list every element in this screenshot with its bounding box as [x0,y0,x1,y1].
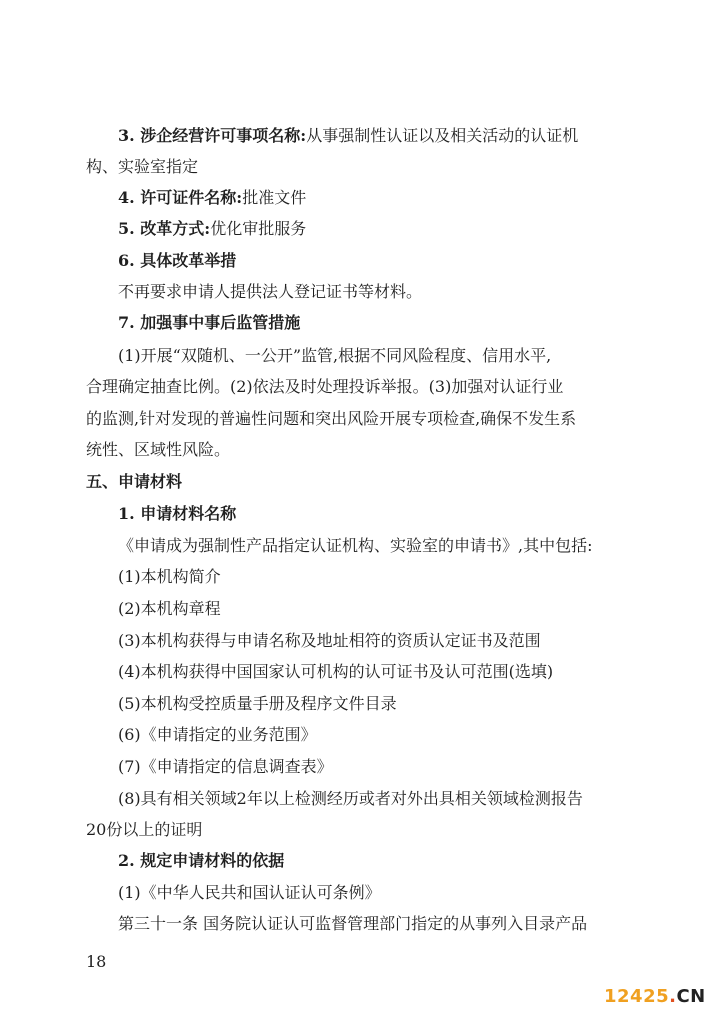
paragraph-certificate-name [118,188,616,208]
permit-item-name-label: 3. 涉企经营许可事项名称: [118,126,307,145]
heading-reform-measures: 6. 具体改革举措 [118,251,237,270]
reform-method-text: 优化审批服务 [210,219,307,238]
permit-item-name-continued: 构、实验室指定 [86,157,199,176]
heading-supervision-measures: 7. 加强事中事后监管措施 [118,313,301,332]
material-item-4: (4)本机构获得中国国家认可机构的认可证书及认可范围(选填) [118,662,554,681]
reform-method-label: 5. 改革方式: [118,219,211,238]
page-number: 18 [86,952,107,971]
material-item-7: (7)《申请指定的信息调查表》 [118,757,333,776]
paragraph-reform-method [118,219,616,239]
section-heading-application-materials: 五、申请材料 [86,472,183,491]
material-item-8-line-2: 20份以上的证明 [86,820,203,839]
certificate-name-text: 批准文件 [242,188,307,207]
material-item-2: (2)本机构章程 [118,599,221,618]
material-item-8-line-1: (8)具有相关领域2年以上检测经历或者对外出具相关领域检测报告 [118,789,583,808]
watermark-domain: CN [676,986,706,1007]
permit-item-name-text: 从事强制性认证以及相关活动的认证机 [306,126,579,145]
material-item-6: (6)《申请指定的业务范围》 [118,725,317,744]
supervision-text-line-2: 合理确定抽查比例。(2)依法及时处理投诉举报。(3)加强对认证行业 [86,377,564,396]
material-item-3: (3)本机构获得与申请名称及地址相符的资质认定证书及范围 [118,631,541,650]
materials-intro: 《申请成为强制性产品指定认证机构、实验室的申请书》,其中包括: [118,536,593,555]
article-31-text: 第三十一条 国务院认证认可监督管理部门指定的从事列入目录产品 [118,914,588,933]
supervision-text-line-1: (1)开展“双随机、一公开”监管,根据不同风险程度、信用水平, [118,346,552,365]
certificate-name-label: 4. 许可证件名称: [118,188,243,207]
heading-materials-name: 1. 申请材料名称 [118,504,237,523]
supervision-text-line-3: 的监测,针对发现的普遍性问题和突出风险开展专项检查,确保不发生系 [86,409,577,428]
material-item-1: (1)本机构简介 [118,567,221,586]
material-item-5: (5)本机构受控质量手册及程序文件目录 [118,694,397,713]
watermark-number: 12425 [604,986,670,1007]
site-watermark-logo [604,986,706,1007]
reform-measures-text: 不再要求申请人提供法人登记证书等材料。 [118,282,423,301]
basis-item-1: (1)《中华人民共和国认证认可条例》 [118,883,381,902]
paragraph-permit-item-name [118,126,616,146]
watermark-dot: . [669,986,677,1007]
heading-materials-basis: 2. 规定申请材料的依据 [118,851,285,870]
supervision-text-line-4: 统性、区域性风险。 [86,440,231,459]
